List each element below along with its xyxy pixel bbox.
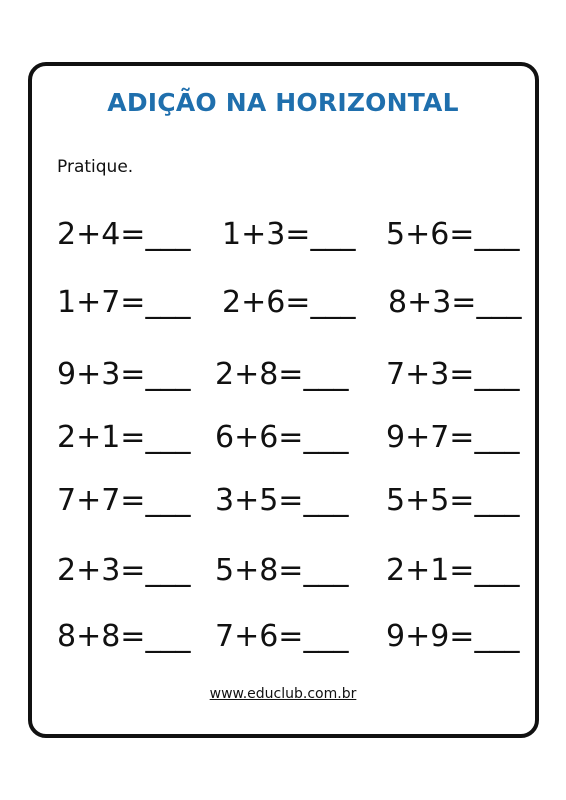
problem-r4-c1: 2+1=___ xyxy=(57,420,191,455)
problem-r7-c1: 8+8=___ xyxy=(57,619,191,654)
instruction-text: Pratique. xyxy=(57,157,134,177)
problem-r1-c3: 5+6=___ xyxy=(386,217,520,252)
problem-r4-c2: 6+6=___ xyxy=(215,420,349,455)
problem-r7-c2: 7+6=___ xyxy=(215,619,349,654)
problem-r2-c2: 2+6=___ xyxy=(222,285,356,320)
problem-r3-c2: 2+8=___ xyxy=(215,357,349,392)
problem-r2-c3: 8+3=___ xyxy=(388,285,522,320)
problem-r2-c1: 1+7=___ xyxy=(57,285,191,320)
website-link[interactable]: www.educlub.com.br xyxy=(209,686,357,702)
worksheet-title: ADIÇÃO NA HORIZONTAL xyxy=(107,88,459,117)
problem-r3-c1: 9+3=___ xyxy=(57,357,191,392)
problem-r6-c1: 2+3=___ xyxy=(57,553,191,588)
problem-r5-c1: 7+7=___ xyxy=(57,483,191,518)
problem-r5-c2: 3+5=___ xyxy=(215,483,349,518)
problem-r1-c1: 2+4=___ xyxy=(57,217,191,252)
problem-r1-c2: 1+3=___ xyxy=(222,217,356,252)
problem-r3-c3: 7+3=___ xyxy=(386,357,520,392)
problem-r6-c3: 2+1=___ xyxy=(386,553,520,588)
problem-r5-c3: 5+5=___ xyxy=(386,483,520,518)
problem-r6-c2: 5+8=___ xyxy=(215,553,349,588)
problem-r4-c3: 9+7=___ xyxy=(386,420,520,455)
problem-r7-c3: 9+9=___ xyxy=(386,619,520,654)
